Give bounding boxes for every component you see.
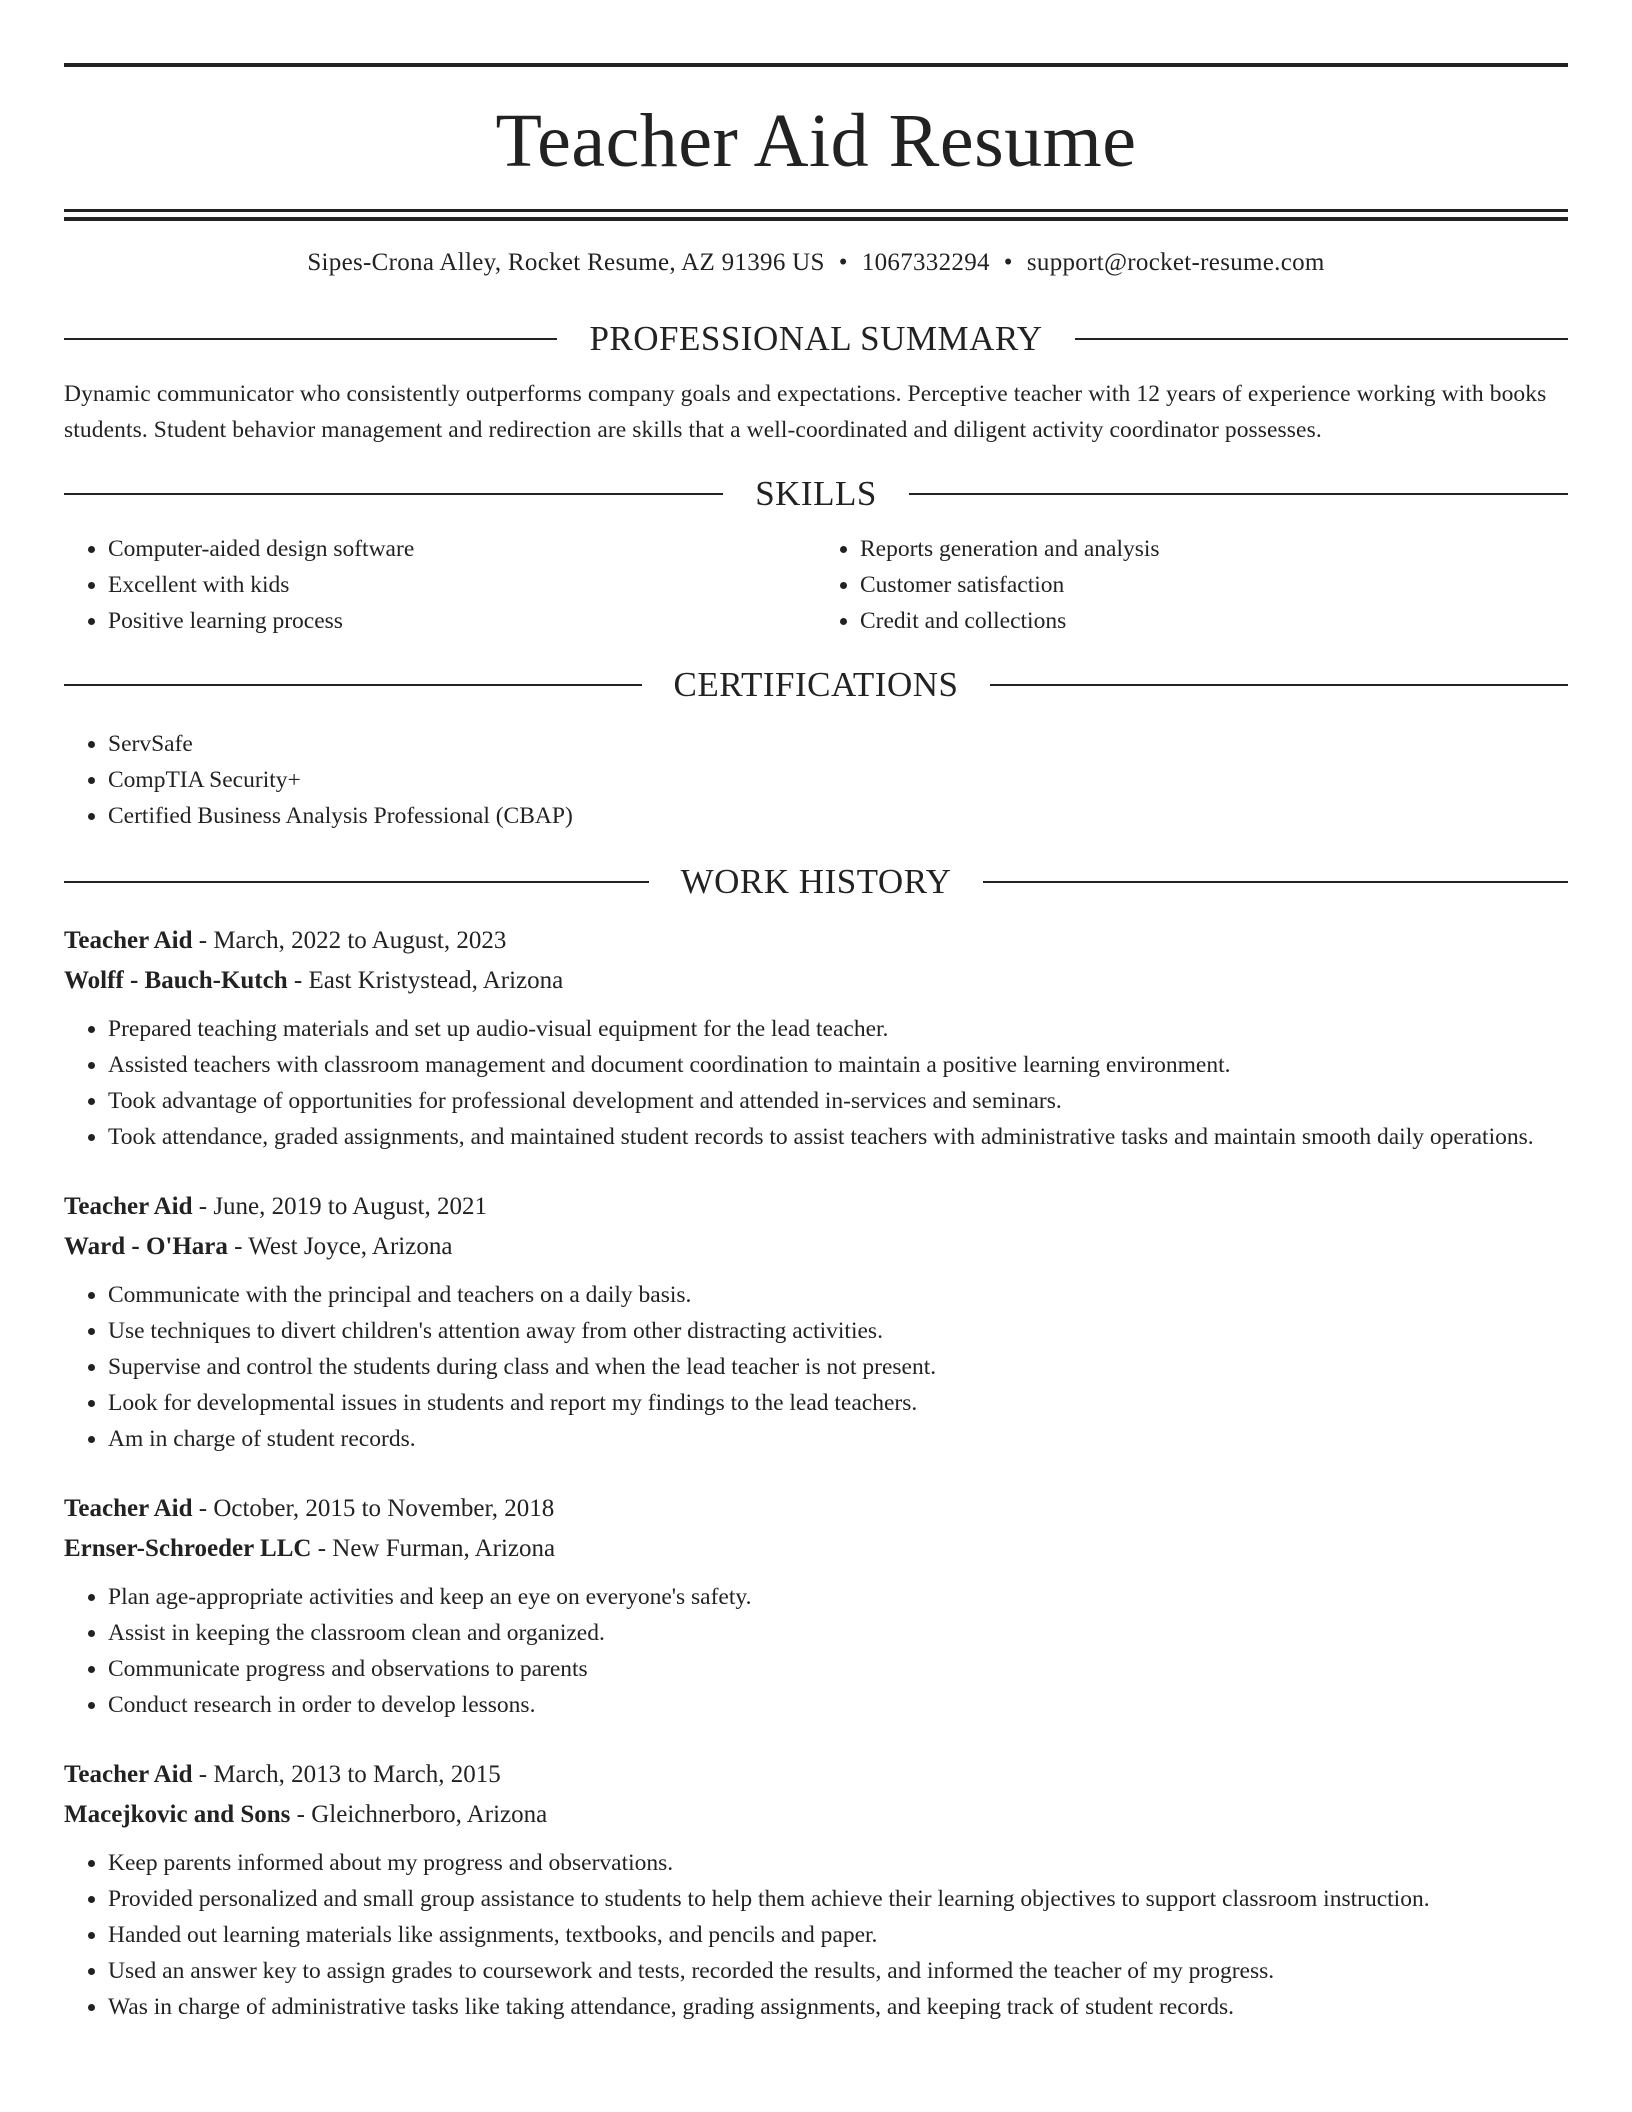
certifications-list xyxy=(64,726,1568,834)
job-duty: • Assisted teachers with classroom management and document coordination to maintain a positive learning environment. xyxy=(108,1047,1568,1083)
job-entry xyxy=(64,1187,1568,1457)
section-rule xyxy=(64,338,557,340)
job-duty: • Assist in keeping the classroom clean and organized. xyxy=(108,1615,1568,1651)
top-rule xyxy=(64,63,1568,67)
contact-address: Sipes-Crona Alley, Rocket Resume, AZ 91396 US xyxy=(307,249,825,276)
skill-item: • Computer-aided design software xyxy=(108,531,816,567)
section-title-summary: PROFESSIONAL SUMMARY xyxy=(589,319,1043,358)
contact-separator: • xyxy=(838,249,848,276)
job-duty: • Plan age-appropriate activities and keep an eye on everyone's safety. xyxy=(108,1579,1568,1615)
job-company: Ernser-Schroeder LLC xyxy=(64,1535,312,1562)
certification-item: • ServSafe xyxy=(108,726,1568,762)
job-duty: • Handed out learning materials like assignments, textbooks, and pencils and paper. xyxy=(108,1917,1568,1953)
job-location: - Gleichnerboro, Arizona xyxy=(290,1801,548,1828)
job-dates: - October, 2015 to November, 2018 xyxy=(192,1495,555,1522)
job-title-line xyxy=(64,921,1568,961)
section-rule xyxy=(983,881,1568,883)
contact-phone: 1067332294 xyxy=(861,249,990,276)
job-dates: - June, 2019 to August, 2021 xyxy=(192,1193,487,1220)
contact-line xyxy=(64,249,1568,277)
section-rule xyxy=(1075,338,1568,340)
job-duty: • Prepared teaching materials and set up audio-visual equipment for the lead teacher. xyxy=(108,1011,1568,1047)
section-title-skills: SKILLS xyxy=(755,474,877,513)
skills-column-right xyxy=(816,531,1568,639)
skill-item: • Excellent with kids xyxy=(108,567,816,603)
job-company-line xyxy=(64,1795,1568,1835)
skill-item: • Reports generation and analysis xyxy=(860,531,1568,567)
job-title: Teacher Aid xyxy=(64,927,193,954)
section-header-skills xyxy=(64,476,1568,511)
job-company: Wolff - Bauch-Kutch xyxy=(64,967,288,994)
job-location: - West Joyce, Arizona xyxy=(227,1233,453,1260)
job-company-line xyxy=(64,1529,1568,1569)
section-title-certifications: CERTIFICATIONS xyxy=(673,665,959,704)
section-header-summary xyxy=(64,321,1568,356)
job-entry xyxy=(64,1489,1568,1723)
job-duty: • Was in charge of administrative tasks like taking attendance, grading assignments, and keeping track of student records. xyxy=(108,1989,1568,2025)
job-entry xyxy=(64,921,1568,1155)
section-rule xyxy=(990,684,1568,686)
job-company: Ward - O'Hara xyxy=(64,1233,228,1260)
section-rule xyxy=(64,493,723,495)
job-duty: • Took attendance, graded assignments, and maintained student records to assist teachers with administrative tasks and maintain smooth daily operations. xyxy=(108,1119,1568,1155)
job-duty: • Use techniques to divert children's attention away from other distracting activities. xyxy=(108,1313,1568,1349)
skills-column-left xyxy=(64,531,816,639)
skill-item: • Positive learning process xyxy=(108,603,816,639)
contact-email[interactable]: support@rocket-resume.com xyxy=(1026,249,1325,276)
job-duties xyxy=(64,1845,1568,2025)
job-title: Teacher Aid xyxy=(64,1193,193,1220)
job-title-line xyxy=(64,1755,1568,1795)
certification-item: • CompTIA Security+ xyxy=(108,762,1568,798)
certification-item: • Certified Business Analysis Professional (CBAP) xyxy=(108,798,1568,834)
section-rule xyxy=(909,493,1568,495)
section-header-work xyxy=(64,864,1568,899)
job-title-line xyxy=(64,1489,1568,1529)
job-duty: • Supervise and control the students during class and when the lead teacher is not present. xyxy=(108,1349,1568,1385)
section-title-work: WORK HISTORY xyxy=(680,862,952,901)
job-duties xyxy=(64,1277,1568,1457)
skill-item: • Credit and collections xyxy=(860,603,1568,639)
job-duty: • Look for developmental issues in students and report my findings to the lead teachers. xyxy=(108,1385,1568,1421)
job-duty: • Keep parents informed about my progress and observations. xyxy=(108,1845,1568,1881)
resume-page xyxy=(64,0,1568,2025)
page-title: Teacher Aid Resume xyxy=(495,99,1137,183)
job-entry xyxy=(64,1755,1568,2025)
job-title-line xyxy=(64,1187,1568,1227)
job-duties xyxy=(64,1579,1568,1723)
contact-separator: • xyxy=(1003,249,1013,276)
job-title: Teacher Aid xyxy=(64,1761,193,1788)
job-duty: • Communicate progress and observations to parents xyxy=(108,1651,1568,1687)
job-duty: • Used an answer key to assign grades to coursework and tests, recorded the results, and informed the teacher of my progress. xyxy=(108,1953,1568,1989)
job-dates: - March, 2022 to August, 2023 xyxy=(192,927,507,954)
section-header-certifications xyxy=(64,667,1568,702)
job-company-line xyxy=(64,961,1568,1001)
section-rule xyxy=(64,684,642,686)
job-location: - East Kristystead, Arizona xyxy=(287,967,564,994)
job-title: Teacher Aid xyxy=(64,1495,193,1522)
job-duty: • Communicate with the principal and teachers on a daily basis. xyxy=(108,1277,1568,1313)
job-dates: - March, 2013 to March, 2015 xyxy=(192,1761,501,1788)
title-double-rule xyxy=(64,209,1568,221)
summary-text: Dynamic communicator who consistently outperforms company goals and expectations. Perceptive teacher with 12 years of experience working with books students. Student behavior management and redirection are skills that a well-coordinated and diligent activity coordinator possesses. xyxy=(64,381,1547,443)
job-duties xyxy=(64,1011,1568,1155)
job-duty: • Am in charge of student records. xyxy=(108,1421,1568,1457)
job-duty: • Conduct research in order to develop lessons. xyxy=(108,1687,1568,1723)
skills-list xyxy=(64,531,1568,639)
section-rule xyxy=(64,881,649,883)
skill-item: • Customer satisfaction xyxy=(860,567,1568,603)
job-company: Macejkovic and Sons xyxy=(64,1801,291,1828)
job-location: - New Furman, Arizona xyxy=(311,1535,556,1562)
job-duty: • Provided personalized and small group assistance to students to help them achieve their learning objectives to support classroom instruction. xyxy=(108,1881,1568,1917)
job-company-line xyxy=(64,1227,1568,1267)
job-duty: • Took advantage of opportunities for professional development and attended in-services and seminars. xyxy=(108,1083,1568,1119)
